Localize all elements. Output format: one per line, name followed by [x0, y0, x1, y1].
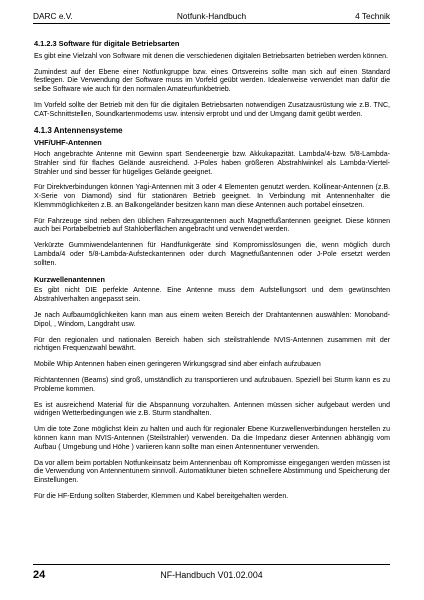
- paragraph: Für die HF-Erdung sollten Staberder, Klemmen und Kabel bereitgehalten werden.: [34, 492, 289, 500]
- header-organization: DARC e.V.: [33, 11, 73, 21]
- paragraph: Für den regionalen und nationalen Bereich haben sich steilstrahlende NVIS-Antennen zusammen mit der richtigen Frequenzwahl bewährt.: [34, 336, 390, 353]
- paragraph: Da vor allem beim portablen Notfunkeinsatz beim Antennenbau oft Kompromisse eingegangen werden müssen ist die Verwendung von Antennentunern sinnvoll. Automatiktuner bieten schnellere Abstimmung und Speicherung der Einstellungen.: [34, 459, 390, 485]
- paragraph: Im Vorfeld sollte der Betrieb mit den für die digitalen Betriebsarten notwendigen Zusatzausrüstung wie z.B. TNC, CAT-Schnittstellen, Soundkartenmodems usw. intensiv erprobt und und der Umgang damit geübt werden.: [34, 101, 390, 118]
- header-chapter: 4 Technik: [355, 11, 390, 21]
- subheading-vhf-uhf: VHF/UHF-Antennen: [34, 138, 102, 148]
- paragraph: Es gibt nicht DIE perfekte Antenne. Eine Antenne muss dem Aufstellungsort und dem gewünschten Abstrahlverhalten angepasst sein.: [34, 287, 390, 304]
- page-footer: [33, 568, 390, 582]
- paragraph: Hoch angebrachte Antenne mit Gewinn spart Sendeenergie bzw. Akkukapazität. Lambda/4-bzw. 5/8-Lambda-Strahler sind für flaches Gelände ausreichend. J-Poles haben größeren Abstrahlwinkel als Lambda-Viertel-Strahler und sind besser für hügeliges Gelände geeignet.: [34, 151, 390, 176]
- header-rule: [33, 23, 390, 24]
- header-document-title: Notfunk-Handbuch: [176, 11, 247, 21]
- section-heading-software: 4.1.2.3 Software für digitale Betriebsarten: [34, 39, 180, 48]
- paragraph: Je nach Aufbaumöglichkeiten kann man aus einem weiten Bereich der Drahtantennen auswählen: Monoband-Dipol, , Windom, Langdraht usw.: [34, 312, 390, 328]
- paragraph: Für Fahrzeuge sind neben den üblichen Fahrzeugantennen auch Magnetfußantennen geeignet. Diese können auch bei Portabelbetrieb auf Stahloberflächen angebracht und verwendet werden.: [34, 217, 390, 234]
- paragraph: Um die tote Zone möglichst klein zu halten und auch für regionaler Ebene Kurzwellenverbindungen herstellen zu können kann man NVIS-Antennen (Steilstrahler) verwenden. Da die Impedanz dieser Antennen abhängig vom Aufbau ( Umgebung und Höhe ) variieren kann sollte man einen Antennentuner verwenden.: [34, 426, 390, 451]
- paragraph: Mobile Whip Antennen haben einen geringeren Wirkungsgrad sind aber einfach aufzubauen: [34, 361, 321, 369]
- page-body: [34, 40, 390, 509]
- paragraph: Verkürzte Gummiwendelantennen für Handfunkgeräte sind Kompromisslösungen die, wenn möglich durch Lambda/4 oder 5/8-Lambda-Aufsteckantennen oder durch Magnetfußantennen oder J-Pole ersetzt werden sollten.: [34, 242, 390, 267]
- paragraph: Für Direktverbindungen können Yagi-Antennen mit 3 oder 4 Elementen genutzt werden. Kollinear-Antennen (z.B. X-Serie von Diamond) sind für stationären Betrieb geeignet. In Verbindung mit Antennenhalter die Klemmmöglichkeiten z.B. an Balkongeländer besitzen kann man diese Antennen auch portabel einsetzen.: [34, 184, 390, 209]
- paragraph: Es gibt eine Vielzahl von Software mit denen die verschiedenen digitalen Betriebsarten betrieben werden können.: [34, 52, 389, 60]
- section-heading-antennensysteme: 4.1.3 Antennensysteme: [34, 125, 123, 135]
- page-header: [33, 10, 390, 22]
- paragraph: Richtantennen (Beams) sind groß, umständlich zu transportieren und aufzubauen. Speziell bei Sturm kann es zu Probleme kommen.: [34, 377, 390, 393]
- footer-document-version: NF-Handbuch V01.02.004: [160, 570, 263, 580]
- page-number: 24: [33, 569, 46, 581]
- footer-rule: [33, 564, 390, 565]
- subheading-kurzwelle: Kurzwellenantennen: [34, 274, 105, 284]
- paragraph: Zumindest auf der Ebene einer Notfunkgruppe bzw. eines Ortsvereins sollte man sich auf einen Standard festlegen. Die Verwendung der Software muss im Vorfeld geübt werden. Idealerweise verwendet man dafür die selbe Software wie auch für den normalen Amateurfunkbetrieb.: [34, 68, 390, 94]
- paragraph: Es ist ausreichend Material für die Abspannung vorzuhalten. Antennen müssen sicher aufgebaut werden und widrigen Wetterbedingungen wie z.B. Sturm standhalten.: [34, 401, 390, 418]
